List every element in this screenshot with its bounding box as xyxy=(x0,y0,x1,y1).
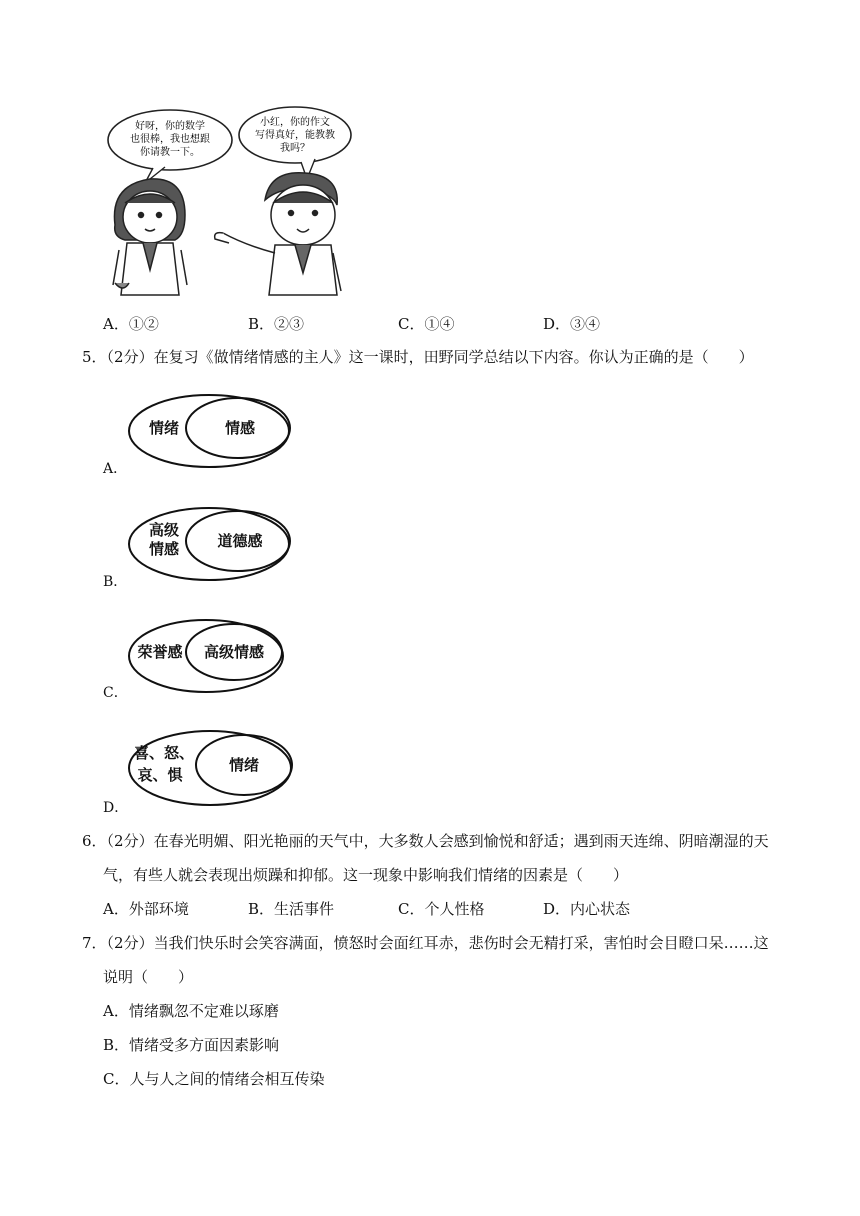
q4-option-a[interactable]: A．①② xyxy=(103,315,159,333)
bubble-right-line-2: 写得真好，能教教 xyxy=(255,130,335,141)
cartoon-illustration xyxy=(105,105,365,300)
q4-option-d[interactable]: D．③④ xyxy=(543,315,601,333)
q7-option-b[interactable]: B．情绪受多方面因素影响 xyxy=(103,1036,280,1054)
venn-d-outer-line-1: 喜、怒、 xyxy=(133,744,195,762)
boy-figure xyxy=(215,173,341,295)
bubble-left-line-3: 你请教一下。 xyxy=(140,147,200,158)
venn-c-outer-label: 荣誉感 xyxy=(137,643,183,661)
q6-option-c[interactable]: C．个人性格 xyxy=(398,900,485,918)
venn-b-outer-line-2: 情感 xyxy=(148,540,180,558)
q5-option-b-label[interactable]: B． xyxy=(103,574,128,590)
bubble-right-line-3: 我吗？ xyxy=(280,143,310,154)
venn-d-outer-line-2: 哀、惧 xyxy=(137,766,183,784)
girl-figure xyxy=(113,179,187,295)
q5-option-a-label[interactable]: A． xyxy=(103,461,128,477)
q5-stem: 5．（2分）在复习《做情绪情感的主人》这一课时，田野同学总结以下内容。你认为正确的是（ ） xyxy=(82,348,754,366)
q5-option-c-label[interactable]: C． xyxy=(103,685,128,701)
bubble-left-line-2: 也很棒，我也想跟 xyxy=(130,134,210,145)
q4-option-b[interactable]: B．②③ xyxy=(248,315,305,333)
venn-d-inner-label: 情绪 xyxy=(228,756,260,774)
bubble-right-line-1: 小红，你的作文 xyxy=(260,117,330,128)
bubble-left-line-1: 好呀，你的数学 xyxy=(135,121,205,132)
q7-stem-line-1: 7．（2分）当我们快乐时会笑容满面，愤怒时会面红耳赤，悲伤时会无精打采，害怕时会目瞪口呆……这 xyxy=(82,934,769,952)
venn-diagram-d xyxy=(126,728,298,810)
venn-diagram-c xyxy=(126,617,294,697)
q6-stem-line-2: 气，有些人就会表现出烦躁和抑郁。这一现象中影响我们情绪的因素是（ ） xyxy=(103,866,629,884)
q7-option-a[interactable]: A．情绪飘忽不定难以琢磨 xyxy=(103,1002,279,1020)
q6-option-a[interactable]: A．外部环境 xyxy=(103,900,189,918)
q6-option-d[interactable]: D．内心状态 xyxy=(543,900,631,918)
venn-diagram-b xyxy=(126,505,294,585)
q7-stem-line-2: 说明（ ） xyxy=(103,968,194,986)
venn-c-inner-label: 高级情感 xyxy=(203,643,265,661)
venn-a-outer-label: 情绪 xyxy=(148,419,180,437)
q6-option-b[interactable]: B．生活事件 xyxy=(248,900,335,918)
venn-b-inner-label: 道德感 xyxy=(217,532,263,550)
venn-a-inner-label: 情感 xyxy=(224,419,256,437)
venn-diagram-a xyxy=(126,392,294,472)
q4-option-c[interactable]: C．①④ xyxy=(398,315,455,333)
q7-option-c[interactable]: C．人与人之间的情绪会相互传染 xyxy=(103,1070,325,1088)
venn-b-outer-line-1: 高级 xyxy=(148,521,180,539)
q6-stem-line-1: 6．（2分）在春光明媚、阳光艳丽的天气中，大多数人会感到愉悦和舒适；遇到雨天连绵、阴暗潮湿的天 xyxy=(82,832,769,850)
q5-option-d-label[interactable]: D． xyxy=(103,800,129,816)
